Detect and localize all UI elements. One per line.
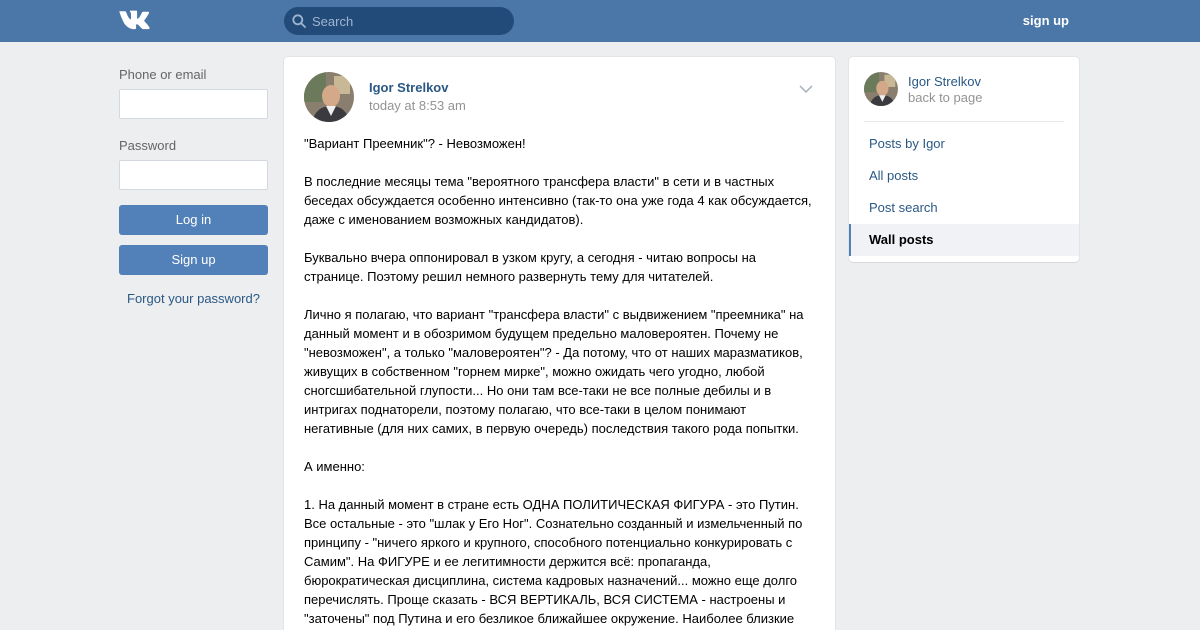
divider [864, 121, 1064, 122]
password-label: Password [119, 138, 177, 153]
phone-email-input[interactable] [119, 89, 268, 119]
page-nav [849, 57, 1079, 262]
chevron-down-icon[interactable] [799, 84, 813, 94]
nav-item-post-search[interactable]: Post search [869, 200, 938, 215]
page-avatar[interactable] [864, 72, 898, 106]
post-paragraph: А именно: [304, 459, 365, 474]
login-button[interactable]: Log in [119, 205, 268, 235]
post-paragraph: "Вариант Преемник"? - Невозможен! [304, 136, 526, 151]
top-header [0, 0, 1200, 42]
post-date[interactable]: today at 8:53 am [369, 98, 466, 113]
search-icon [292, 14, 306, 28]
nav-item-wall-posts[interactable]: Wall posts [849, 224, 1079, 256]
password-input[interactable] [119, 160, 268, 190]
wall-post [284, 57, 835, 630]
forgot-password-link[interactable]: Forgot your password? [127, 291, 260, 306]
nav-menu [849, 128, 1079, 256]
post-paragraph: Лично я полагаю, что вариант "трансфера власти" с выдвижением "преемника" на данный момент и в обозримом будущем предельно маловероятен. Почему не "невозможен", а только "маловероятен"? - Да потому, что от наших маразматиков, живущих в собственном "горнем мирке", можно ожидать чего угодно, любой сногсшибательной глупости... Но они там все-таки не все полные дебилы и в интригах поднаторели, поэтому полагаю, что все-таки в целом понимают негативные (для них самих, в первую очередь) последствия такого рода попытки. [304, 307, 804, 436]
vk-logo-icon[interactable] [119, 10, 152, 31]
post-paragraph: В последние месяцы тема "вероятного трансфера власти" в сети и в частных беседах обсуждается особенно интенсивно (так-то она уже года 4 как обсуждается, даже с именованием возможных кандидатов). [304, 174, 812, 227]
back-to-page-link[interactable]: back to page [908, 90, 983, 105]
post-paragraph: 1. На данный момент в стране есть ОДНА ПОЛИТИЧЕСКАЯ ФИГУРА - это Путин. Все остальные - это "шлак у Его Ног". Сознательно созданный и измельченный по принципу - "ничего яркого и крупного, способного потенциально конкурировать с Самим". На ФИГУРЕ и ее легитимности держится всё: пропаганда, бюрократическая дисциплина, система кадровых назначений... можно еще долго перечислять. Проще сказать - ВСЯ ВЕРТИКАЛЬ, ВСЯ СИСТЕМА - настроены и "заточены" под Путина и его безликое ближайшее окружение. Наиболее близкие [304, 497, 803, 626]
search-input[interactable] [312, 7, 507, 35]
phone-label: Phone or email [119, 67, 207, 82]
author-avatar[interactable] [304, 72, 354, 122]
post-paragraph: Буквально вчера оппонировал в узком кругу, а сегодня - читаю вопросы на странице. Поэтому решил немного развернуть тему для читателей. [304, 250, 756, 284]
page-owner-name[interactable]: Igor Strelkov [908, 74, 981, 89]
login-form [119, 67, 268, 306]
nav-item-posts-by-igor[interactable]: Posts by Igor [869, 136, 945, 151]
nav-item-all-posts[interactable]: All posts [869, 168, 919, 183]
signup-button[interactable]: Sign up [119, 245, 268, 275]
search-box[interactable] [284, 7, 514, 35]
post-text [304, 134, 819, 630]
header-signup-link[interactable]: sign up [1022, 13, 1069, 28]
post-author-name[interactable]: Igor Strelkov [369, 80, 449, 95]
